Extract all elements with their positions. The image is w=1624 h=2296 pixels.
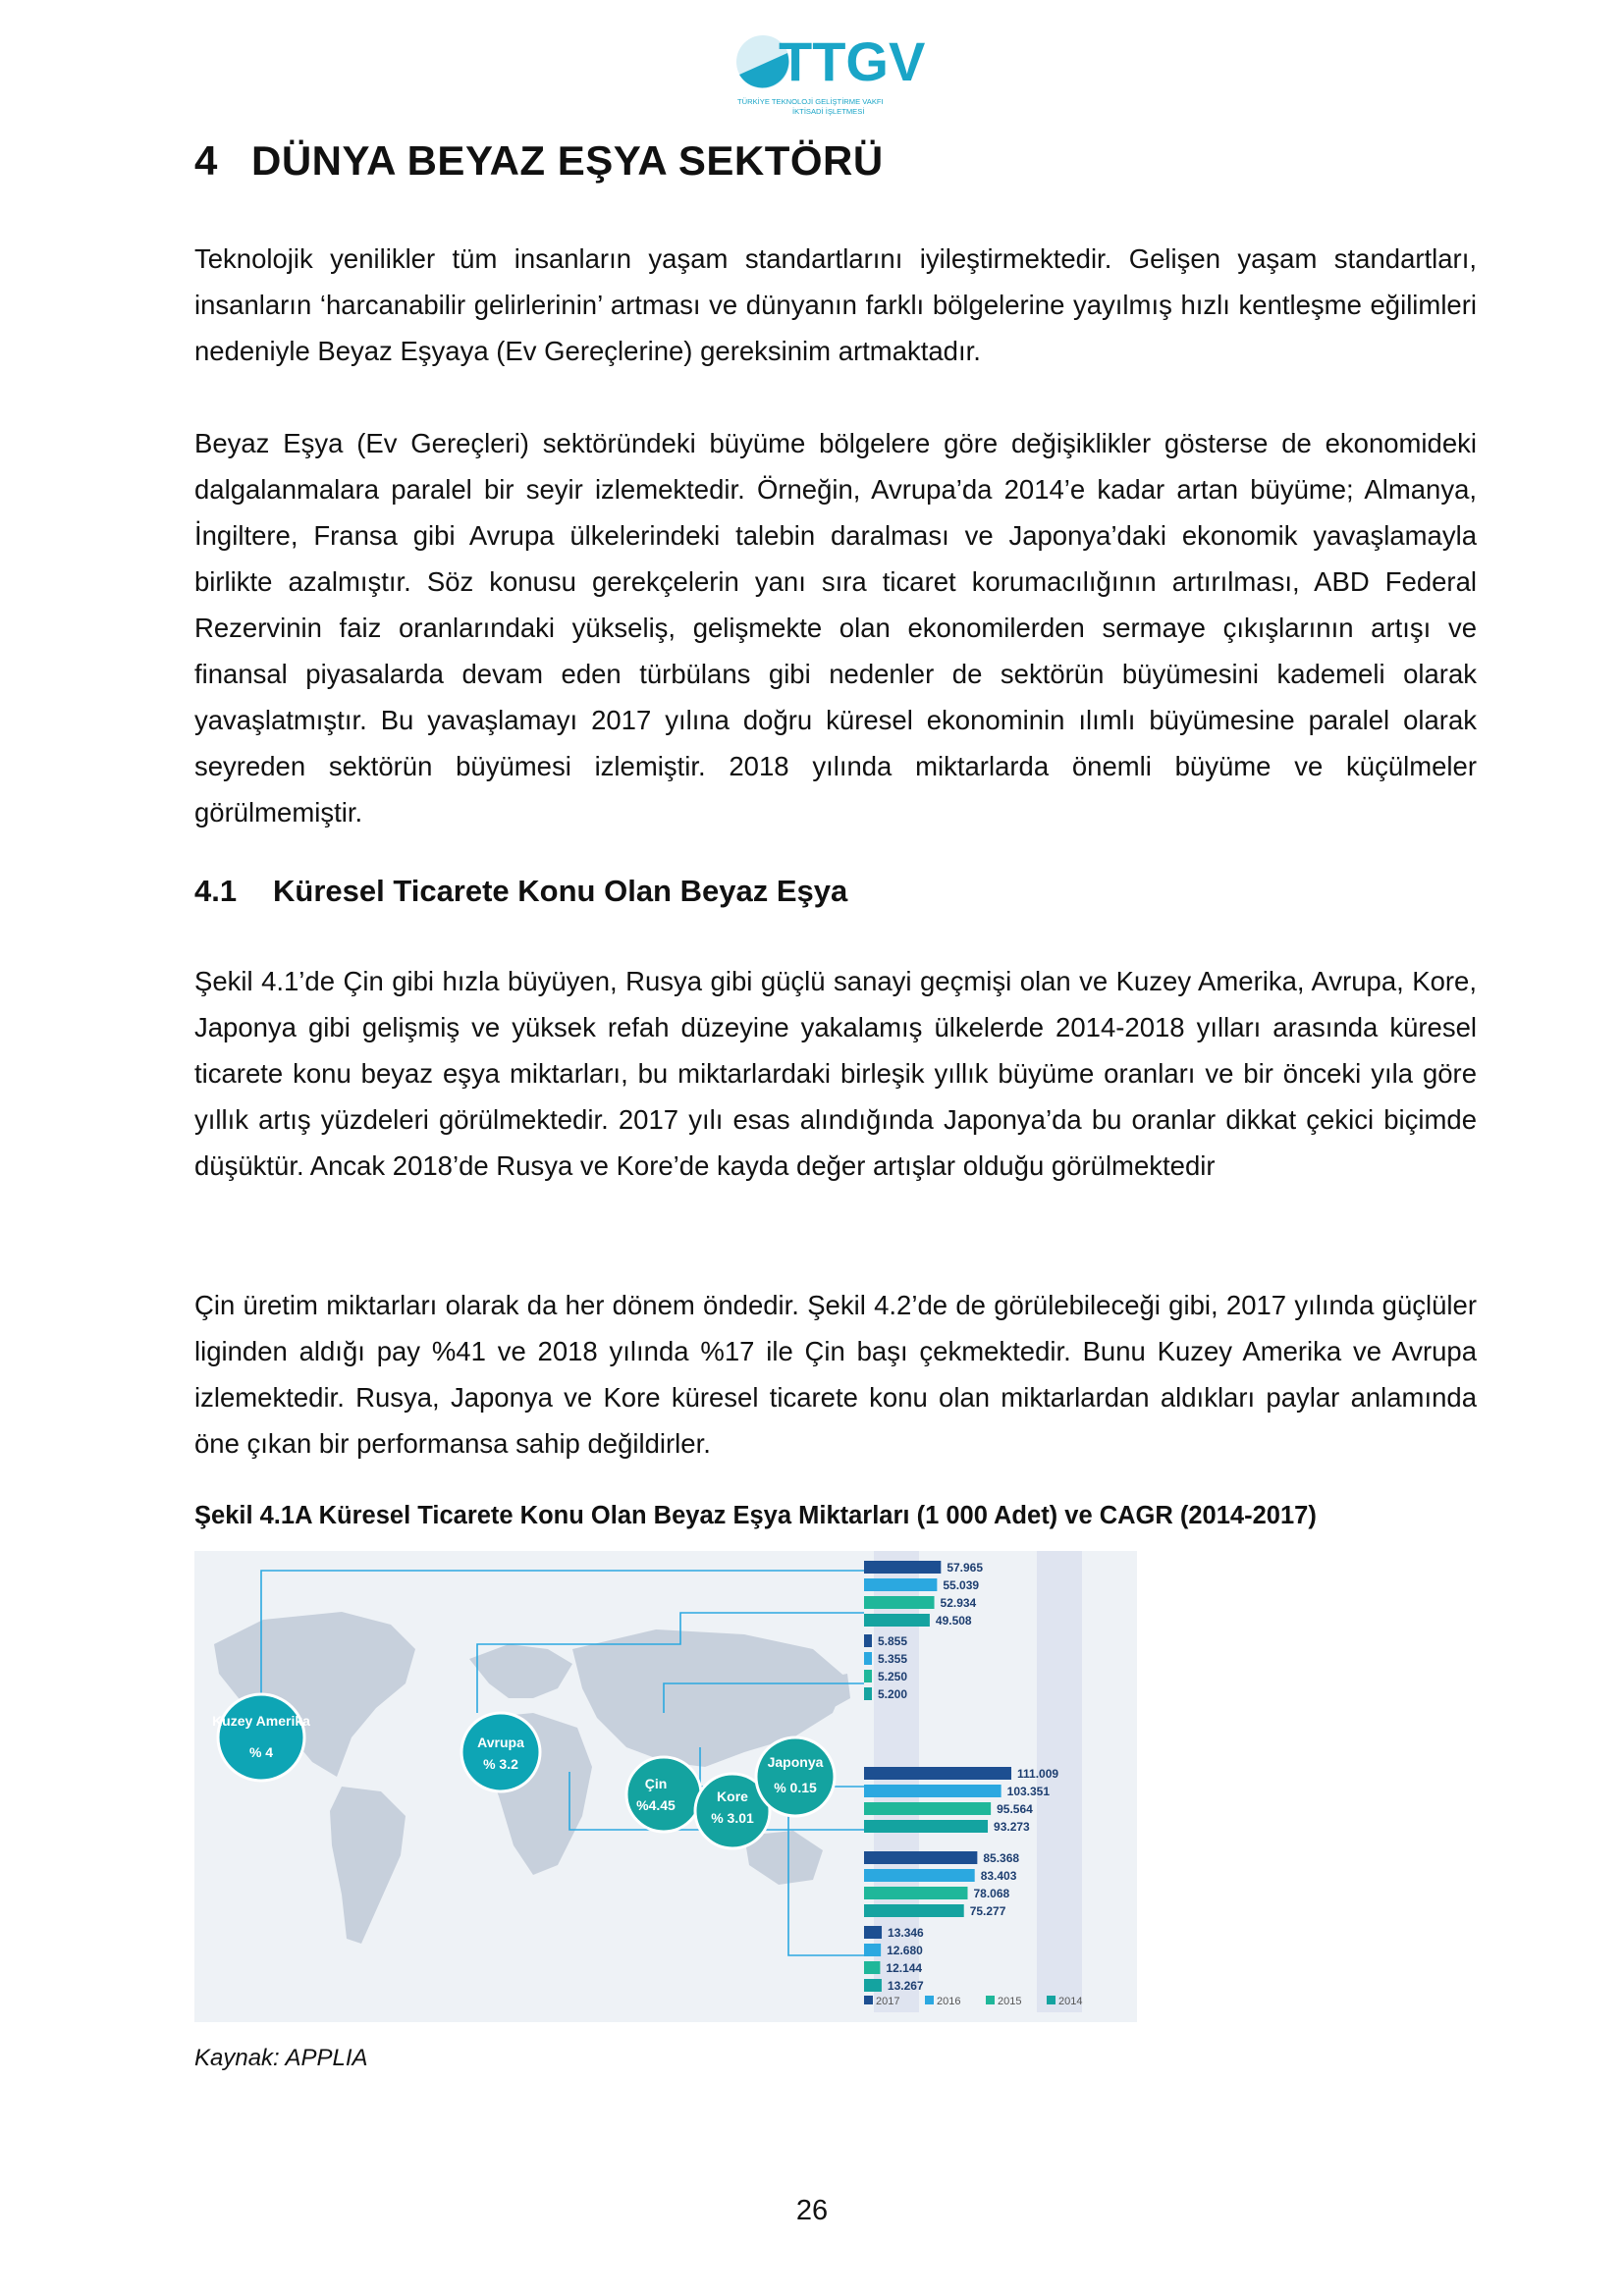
logo-text: TTGV (779, 30, 926, 92)
bubble-label: Çin (644, 1776, 668, 1791)
bar-2014 (864, 1614, 930, 1627)
bar-value-label: 5.355 (878, 1652, 908, 1666)
subsection-title: Küresel Ticarete Konu Olan Beyaz Eşya (273, 874, 848, 908)
bar-2015 (864, 1887, 967, 1899)
bar-2014 (864, 1904, 964, 1917)
subsection-paragraph-2: Çin üretim miktarları olarak da her dönem öndedir. Şekil 4.2’de de görülebileceği gibi, 2017 yılında güçlüler liginden aldığı pay %41 ve 2018 yılında %17 ile Çin başı çekmektedir. Bunu Kuzey Amerika ve Avrupa izlemektedir. Rusya, Japonya ve Kore küresel ticarete konu olan miktarlardan aldıkları paylar anlamında öne çıkan bir performansa sahip değildirler. (194, 1290, 1477, 1459)
legend-swatch (925, 1996, 934, 2004)
bar-value-label: 83.403 (980, 1869, 1017, 1883)
logo-subtitle-1: TÜRKİYE TEKNOLOJİ GELİŞTİRME VAKFI (737, 97, 884, 106)
bar-2017 (864, 1851, 977, 1864)
bar-2016 (864, 1578, 937, 1591)
bubble-label: Kore (717, 1789, 748, 1804)
bubble-avrupa (461, 1713, 540, 1791)
bar-2016 (864, 1785, 1001, 1797)
subsection-heading (194, 874, 847, 909)
bubble-value: % 4 (248, 1744, 274, 1760)
legend-label: 2015 (998, 1996, 1022, 2007)
bubble-value: %4.45 (636, 1797, 676, 1813)
bubble-japonya (756, 1737, 835, 1816)
bar-value-label: 12.144 (886, 1961, 923, 1975)
bar-2015 (864, 1670, 872, 1682)
section-paragraph-2: Beyaz Eşya (Ev Gereçleri) sektöründeki büyüme bölgelere göre değişiklikler gösterse de ekonomideki dalgalanmalara paralel bir seyir izlemektedir. Örneğin, Avrupa’da 2014’e kadar artan büyüme; Almanya, İngiltere, Fransa gibi Avrupa ülkelerindeki talebin daralması ve Japonya’daki ekonomik yavaşlamayla birlikte azalmıştır. Söz konusu gerekçelerin yanı sıra ticaret korumacılığının artırılması, ABD Federal Rezervinin faiz oranlarındaki yükseliş, gelişmekte olan ekonomilerden sermaye çıkışlarının artışı ve finansal piyasalarda devam eden türbülans gibi nedenler de sektörün büyümesini kademeli olarak yavaşlatmıştır. Bu yavaşlamayı 2017 yılına doğru küresel ekonominin ılımlı büyümesine paralel olarak seyreden sektörün büyümesi izlemiştir. 2018 yılında miktarlarda önemli büyüme ve küçülmeler görülmemiştir. (194, 428, 1477, 828)
bar-value-label: 13.267 (887, 1979, 924, 1993)
bubble-label: Avrupa (477, 1735, 524, 1750)
ttgv-logo (731, 18, 947, 121)
bubble-value: % 3.01 (711, 1810, 754, 1826)
figure-chart (194, 1551, 1137, 2022)
bar-value-label: 49.508 (935, 1614, 972, 1628)
bar-2014 (864, 1687, 872, 1700)
section-paragraph-1: Teknolojik yenilikler tüm insanların yaşam standartlarını iyileştirmektedir. Gelişen yaşam standartları, insanların ‘harcanabilir gelirlerinin’ artması ve dünyanın farklı bölgelerine yayılmış hızlı kentleşme eğilimleri nedeniyle Beyaz Eşyaya (Ev Gereçlerine) gereksinim artmaktadır. (194, 243, 1477, 366)
bar-value-label: 75.277 (969, 1904, 1006, 1918)
bar-2017 (864, 1634, 872, 1647)
bar-highlight-column (1037, 1551, 1082, 2012)
bar-value-label: 5.250 (878, 1670, 908, 1683)
bar-value-label: 57.965 (947, 1561, 984, 1575)
bar-2014 (864, 1820, 988, 1833)
bar-2016 (864, 1944, 881, 1956)
bar-2015 (864, 1596, 935, 1609)
bar-2017 (864, 1767, 1011, 1780)
legend-label: 2014 (1058, 1996, 1083, 2007)
bar-value-label: 13.346 (888, 1926, 924, 1940)
bar-value-label: 5.855 (878, 1634, 908, 1648)
legend-swatch (986, 1996, 995, 2004)
legend-swatch (864, 1996, 873, 2004)
bar-value-label: 93.273 (994, 1820, 1030, 1834)
bar-2016 (864, 1869, 975, 1882)
figure-caption: Şekil 4.1A Küresel Ticarete Konu Olan Beyaz Eşya Miktarları (1 000 Adet) ve CAGR (2014-2017) (194, 1502, 1317, 1529)
bar-value-label: 55.039 (943, 1578, 980, 1592)
bar-2017 (864, 1926, 882, 1939)
bar-2017 (864, 1561, 941, 1574)
logo-subtitle-2: İKTİSADİ İŞLETMESİ (792, 107, 865, 116)
bubble-value: % 3.2 (483, 1756, 518, 1772)
section-heading (194, 137, 884, 185)
bar-2014 (864, 1979, 882, 1992)
bar-2016 (864, 1652, 872, 1665)
bar-value-label: 52.934 (940, 1596, 977, 1610)
bubble-value: % 0.15 (774, 1780, 817, 1795)
section-number: 4 (194, 137, 218, 184)
bar-2015 (864, 1961, 880, 1974)
legend-label: 2016 (937, 1996, 961, 2007)
bar-value-label: 78.068 (973, 1887, 1010, 1900)
bar-value-label: 85.368 (983, 1851, 1020, 1865)
bar-value-label: 5.200 (878, 1687, 908, 1701)
bar-value-label: 95.564 (997, 1802, 1033, 1816)
subsection-number: 4.1 (194, 874, 238, 908)
page-number: 26 (795, 2195, 829, 2226)
bar-value-label: 111.009 (1017, 1767, 1059, 1781)
bar-value-label: 103.351 (1006, 1785, 1051, 1798)
legend-label: 2017 (876, 1996, 900, 2007)
figure-source: Kaynak: APPLIA (194, 2045, 368, 2071)
section-title: DÜNYA BEYAZ EŞYA SEKTÖRÜ (251, 137, 884, 184)
bar-value-label: 12.680 (887, 1944, 923, 1957)
bar-2015 (864, 1802, 991, 1815)
subsection-paragraph-1: Şekil 4.1’de Çin gibi hızla büyüyen, Rusya gibi güçlü sanayi geçmişi olan ve Kuzey Amerika, Avrupa, Kore, Japonya gibi gelişmiş ve yüksek refah düzeyine yakalamış ülkelerde 2014-2018 yılları arasında küresel ticarete konu beyaz eşya miktarları, bu miktarlardaki birleşik yıllık büyüme oranları ve bir önceki yıla göre yıllık artış yüzdeleri görülmektedir. 2017 yılı esas alındığında Japonya’da bu oranlar dikkat çekici biçimde düşüktür. Ancak 2018’de Rusya ve Kore’de kayda değer artışlar olduğu görülmektedir (194, 966, 1477, 1181)
bubble-label: Japonya (767, 1754, 824, 1770)
bubble-cin (626, 1757, 701, 1832)
legend-swatch (1047, 1996, 1056, 2004)
bubble-label: Kuzey Amerika (212, 1713, 310, 1729)
